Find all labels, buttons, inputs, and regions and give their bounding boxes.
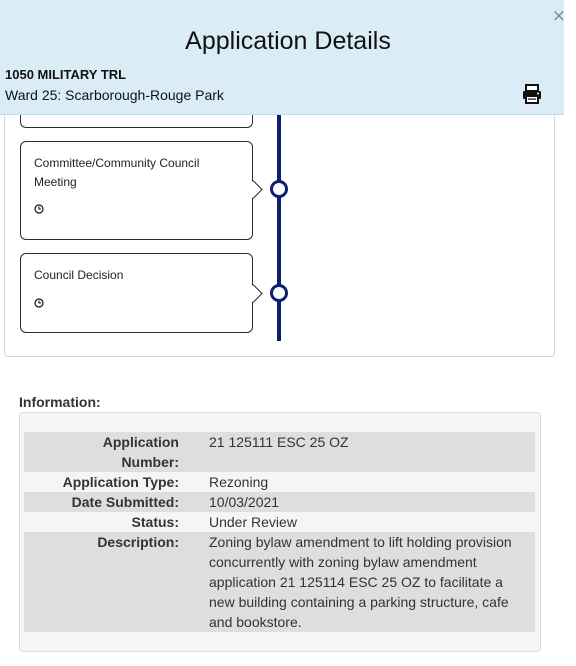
stage-label: Committee/Community Council Meeting xyxy=(34,156,200,189)
info-row-application-number xyxy=(24,432,535,472)
info-value: 10/03/2021 xyxy=(209,494,280,510)
dialog-title: Application Details xyxy=(185,27,391,55)
ward-name: Ward 25: Scarborough-Rouge Park xyxy=(5,87,224,103)
clock-icon xyxy=(34,204,44,214)
info-row-status xyxy=(24,512,535,532)
info-label: Application Type: xyxy=(62,474,179,490)
info-value: Under Review xyxy=(209,514,297,530)
info-value: 21 125111 ESC 25 OZ xyxy=(209,434,349,450)
clock-icon xyxy=(34,298,44,308)
stage-card-committee-meeting xyxy=(20,141,253,240)
info-row-description xyxy=(24,532,535,632)
timeline-node xyxy=(270,180,288,198)
timeline-line xyxy=(277,113,281,341)
info-value: Zoning bylaw amendment to lift holding provision concurrently with zoning bylaw amendment application 21 125114 ESC 25 OZ to facilitate a new building containing a parking structure, cafe and bookstore. xyxy=(209,534,512,630)
stage-label: Council Decision xyxy=(34,268,124,282)
close-icon[interactable]: × xyxy=(551,6,566,26)
printer-icon[interactable] xyxy=(521,83,543,105)
information-heading: Information: xyxy=(19,394,101,410)
info-label: Application Number: xyxy=(102,434,179,470)
info-label: Description: xyxy=(97,534,179,550)
timeline-node xyxy=(270,284,288,302)
info-row-application-type xyxy=(24,472,535,492)
property-address: 1050 MILITARY TRL xyxy=(5,67,127,82)
info-row-date-submitted xyxy=(24,492,535,512)
info-label: Date Submitted: xyxy=(71,494,179,510)
dialog-header xyxy=(0,0,564,115)
info-value: Rezoning xyxy=(209,474,269,490)
stage-card-council-decision xyxy=(20,253,253,333)
info-label: Status: xyxy=(131,514,179,530)
